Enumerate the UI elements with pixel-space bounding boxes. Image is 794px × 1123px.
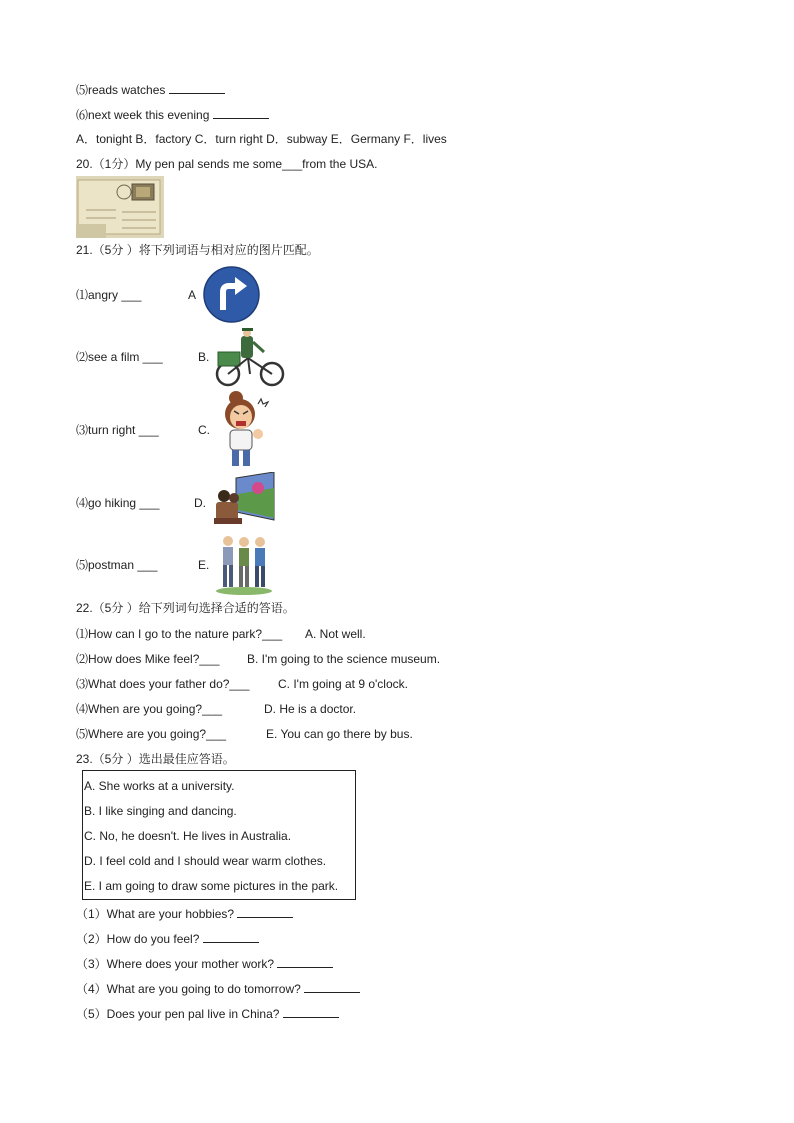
postman-on-bicycle-icon: [214, 328, 286, 388]
q22-answer-d: D. He is a doctor.: [264, 702, 357, 716]
answer-blank[interactable]: [304, 980, 360, 993]
q22-answer-c: C. I'm going at 9 o'clock.: [278, 677, 408, 691]
q22-row-1: ⑴How can I go to the nature park?___: [76, 627, 283, 641]
q22-row-4: ⑷When are you going?___: [76, 702, 223, 716]
cinema-screen-icon: [214, 472, 276, 528]
answer-blank[interactable]: [237, 905, 293, 918]
question-20: 20.（1分）My pen pal sends me some___from the USA.: [76, 157, 378, 171]
turn-right-sign-icon: [203, 266, 260, 323]
match-letter-b: B.: [198, 350, 210, 364]
answer-options-box: [82, 770, 356, 900]
match-letter-d: D.: [194, 496, 206, 510]
option-e: E. I am going to draw some pictures in the park.: [84, 879, 339, 893]
postcard-icon: [76, 176, 164, 238]
match-letter-e: E.: [198, 558, 210, 572]
q23-question-5: （5）Does your pen pal live in China?: [76, 1005, 339, 1022]
match-item-1: ⑴angry ___: [76, 288, 142, 302]
q23-question-1: （1）What are your hobbies?: [76, 905, 293, 922]
q22-row-3: ⑶What does your father do?___: [76, 677, 250, 691]
question-21-title: 21.（5分 ）将下列词语与相对应的图片匹配。: [76, 243, 319, 257]
match-item-3: ⑶turn right ___: [76, 423, 159, 437]
option-b: B. I like singing and dancing.: [84, 804, 237, 818]
answer-blank[interactable]: [213, 106, 269, 119]
option-c: C. No, he doesn't. He lives in Australia.: [84, 829, 292, 843]
match-item-4: ⑷go hiking ___: [76, 496, 160, 510]
answer-blank[interactable]: [277, 955, 333, 968]
q22-row-2: ⑵How does Mike feel?___: [76, 652, 220, 666]
item-6-next-week: ⑹next week this evening: [76, 106, 269, 123]
answer-blank[interactable]: [283, 1005, 339, 1018]
options-line: A．tonight B．factory C．turn right D．subway E．Germany F．lives: [76, 132, 447, 146]
match-letter-c: C.: [198, 423, 210, 437]
q23-question-4: （4）What are you going to do tomorrow?: [76, 980, 360, 997]
question-22-title: 22.（5分 ）给下列词句选择合适的答语。: [76, 601, 295, 615]
option-a: A. She works at a university.: [84, 779, 235, 793]
match-item-2: ⑵see a film ___: [76, 350, 163, 364]
angry-girl-icon: [214, 390, 272, 470]
q22-answer-e: E. You can go there by bus.: [266, 727, 413, 741]
option-d: D. I feel cold and I should wear warm clothes.: [84, 854, 327, 868]
match-letter-a: A: [188, 288, 197, 302]
match-item-5: ⑸postman ___: [76, 558, 158, 572]
answer-blank[interactable]: [169, 81, 225, 94]
item-5-reads-watches: ⑸reads watches: [76, 81, 225, 98]
q22-answer-b: B. I'm going to the science museum.: [247, 652, 441, 666]
hikers-icon: [214, 533, 274, 595]
q22-answer-a: A. Not well.: [305, 627, 366, 641]
q23-question-3: （3）Where does your mother work?: [76, 955, 333, 972]
q23-question-2: （2）How do you feel?: [76, 930, 259, 947]
answer-blank[interactable]: [203, 930, 259, 943]
q22-row-5: ⑸Where are you going?___: [76, 727, 227, 741]
question-23-title: 23.（5分 ）选出最佳应答语。: [76, 752, 235, 766]
